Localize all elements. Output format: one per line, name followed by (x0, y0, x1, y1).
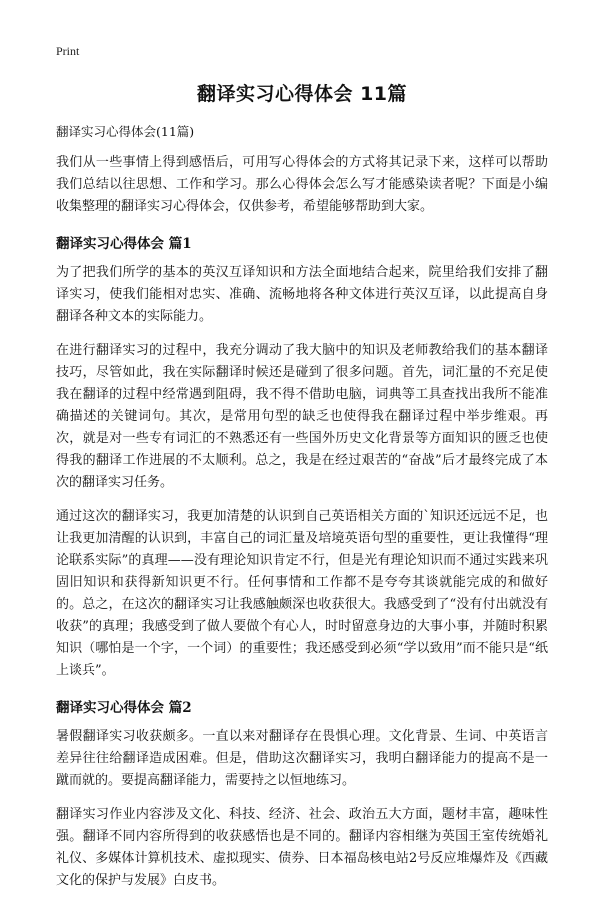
section-paragraph: 翻译实习作业内容涉及文化、科技、经济、社会、政治五大方面，题材丰富，趣味性强。翻译不同内容所得到的收获感悟也是不同的。翻译内容相继为英国王室传统婚礼礼仪、多媒体计算机技术、虚拟现实、债券、日本福岛核电站2号反应堆爆炸及《西藏文化的保护与发展》白皮书。 (56, 807, 548, 888)
section-2 (56, 696, 548, 892)
print-label[interactable]: Print (56, 44, 80, 58)
intro-paragraph: 我们从一些事情上得到感悟后，可用写心得体会的方式将其记录下来，这样可以帮助我们总结以往思想、工作和学习。那么心得体会怎么写才能感染读者呢？下面是小编收集整理的翻译实习心得体会，仅供参考，希望能够帮助到大家。 (56, 155, 548, 214)
document-subtitle: 翻译实习心得体会(11篇) (56, 124, 195, 139)
section-1 (56, 232, 548, 682)
section-paragraph: 为了把我们所学的基本的英汉互译知识和方法全面地结合起来，院里给我们安排了翻译实习，使我们能相对忠实、准确、流畅地将各种文体进行英汉互译，以此提高自身翻译各种文本的实际能力。 (56, 265, 548, 324)
document-title: 翻译实习心得体会 11篇 (196, 83, 408, 105)
document-page (56, 44, 548, 904)
section-paragraph: 在进行翻译实习的过程中，我充分调动了我大脑中的知识及老师教给我们的基本翻译技巧，尽管如此，我在实际翻译时候还是碰到了很多问题。首先，词汇量的不充足使我在翻译的过程中经常遇到阻碍，我不得不借助电脑，词典等工具查找出我所不能准确描述的关键词句。其次，是常用句型的缺乏也使得我在翻译过程中举步维艰。再次，就是对一些专有词汇的不熟悉还有一些国外历史文化背景等方面知识的匮乏也使得我的翻译工作进展的不太顺利。总之，我是在经过艰苦的“奋战”后才最终完成了本次的翻译实习任务。 (56, 343, 548, 490)
section-paragraph: 通过这次的翻译实习，我更加清楚的认识到自己英语相关方面的`知识还远远不足，也让我更加清醒的认识到，丰富自己的词汇量及培境英语句型的重要性，更让我懂得“理论联系实际”的真理——没有理论知识肯定不行，但是光有理论知识而不通过实践来巩固旧知识和获得新知识更不行。任何事情和工作都不是夸夸其谈就能完成的和做好的。总之，在这次的翻译实习让我感触颇深也收获很大。我感受到了“没有付出就没有收获”的真理；我感受到了做人要做个有心人，时时留意身边的大事小事，并随时积累知识（哪怕是一个字，一个词）的重要性；我还感受到必须“学以致用”而不能只是“纸上谈兵”。 (56, 509, 548, 678)
section-heading: 翻译实习心得体会 篇1 (56, 236, 192, 252)
section-heading: 翻译实习心得体会 篇2 (56, 700, 192, 716)
section-paragraph: 暑假翻译实习收获颇多。一直以来对翻译存在畏惧心理。文化背景、生词、中英语言差异往往给翻译造成困难。但是，借助这次翻译实习，我明白翻译能力的提高不是一蹴而就的。要提高翻译能力，需要持之以恒地练习。 (56, 729, 548, 788)
